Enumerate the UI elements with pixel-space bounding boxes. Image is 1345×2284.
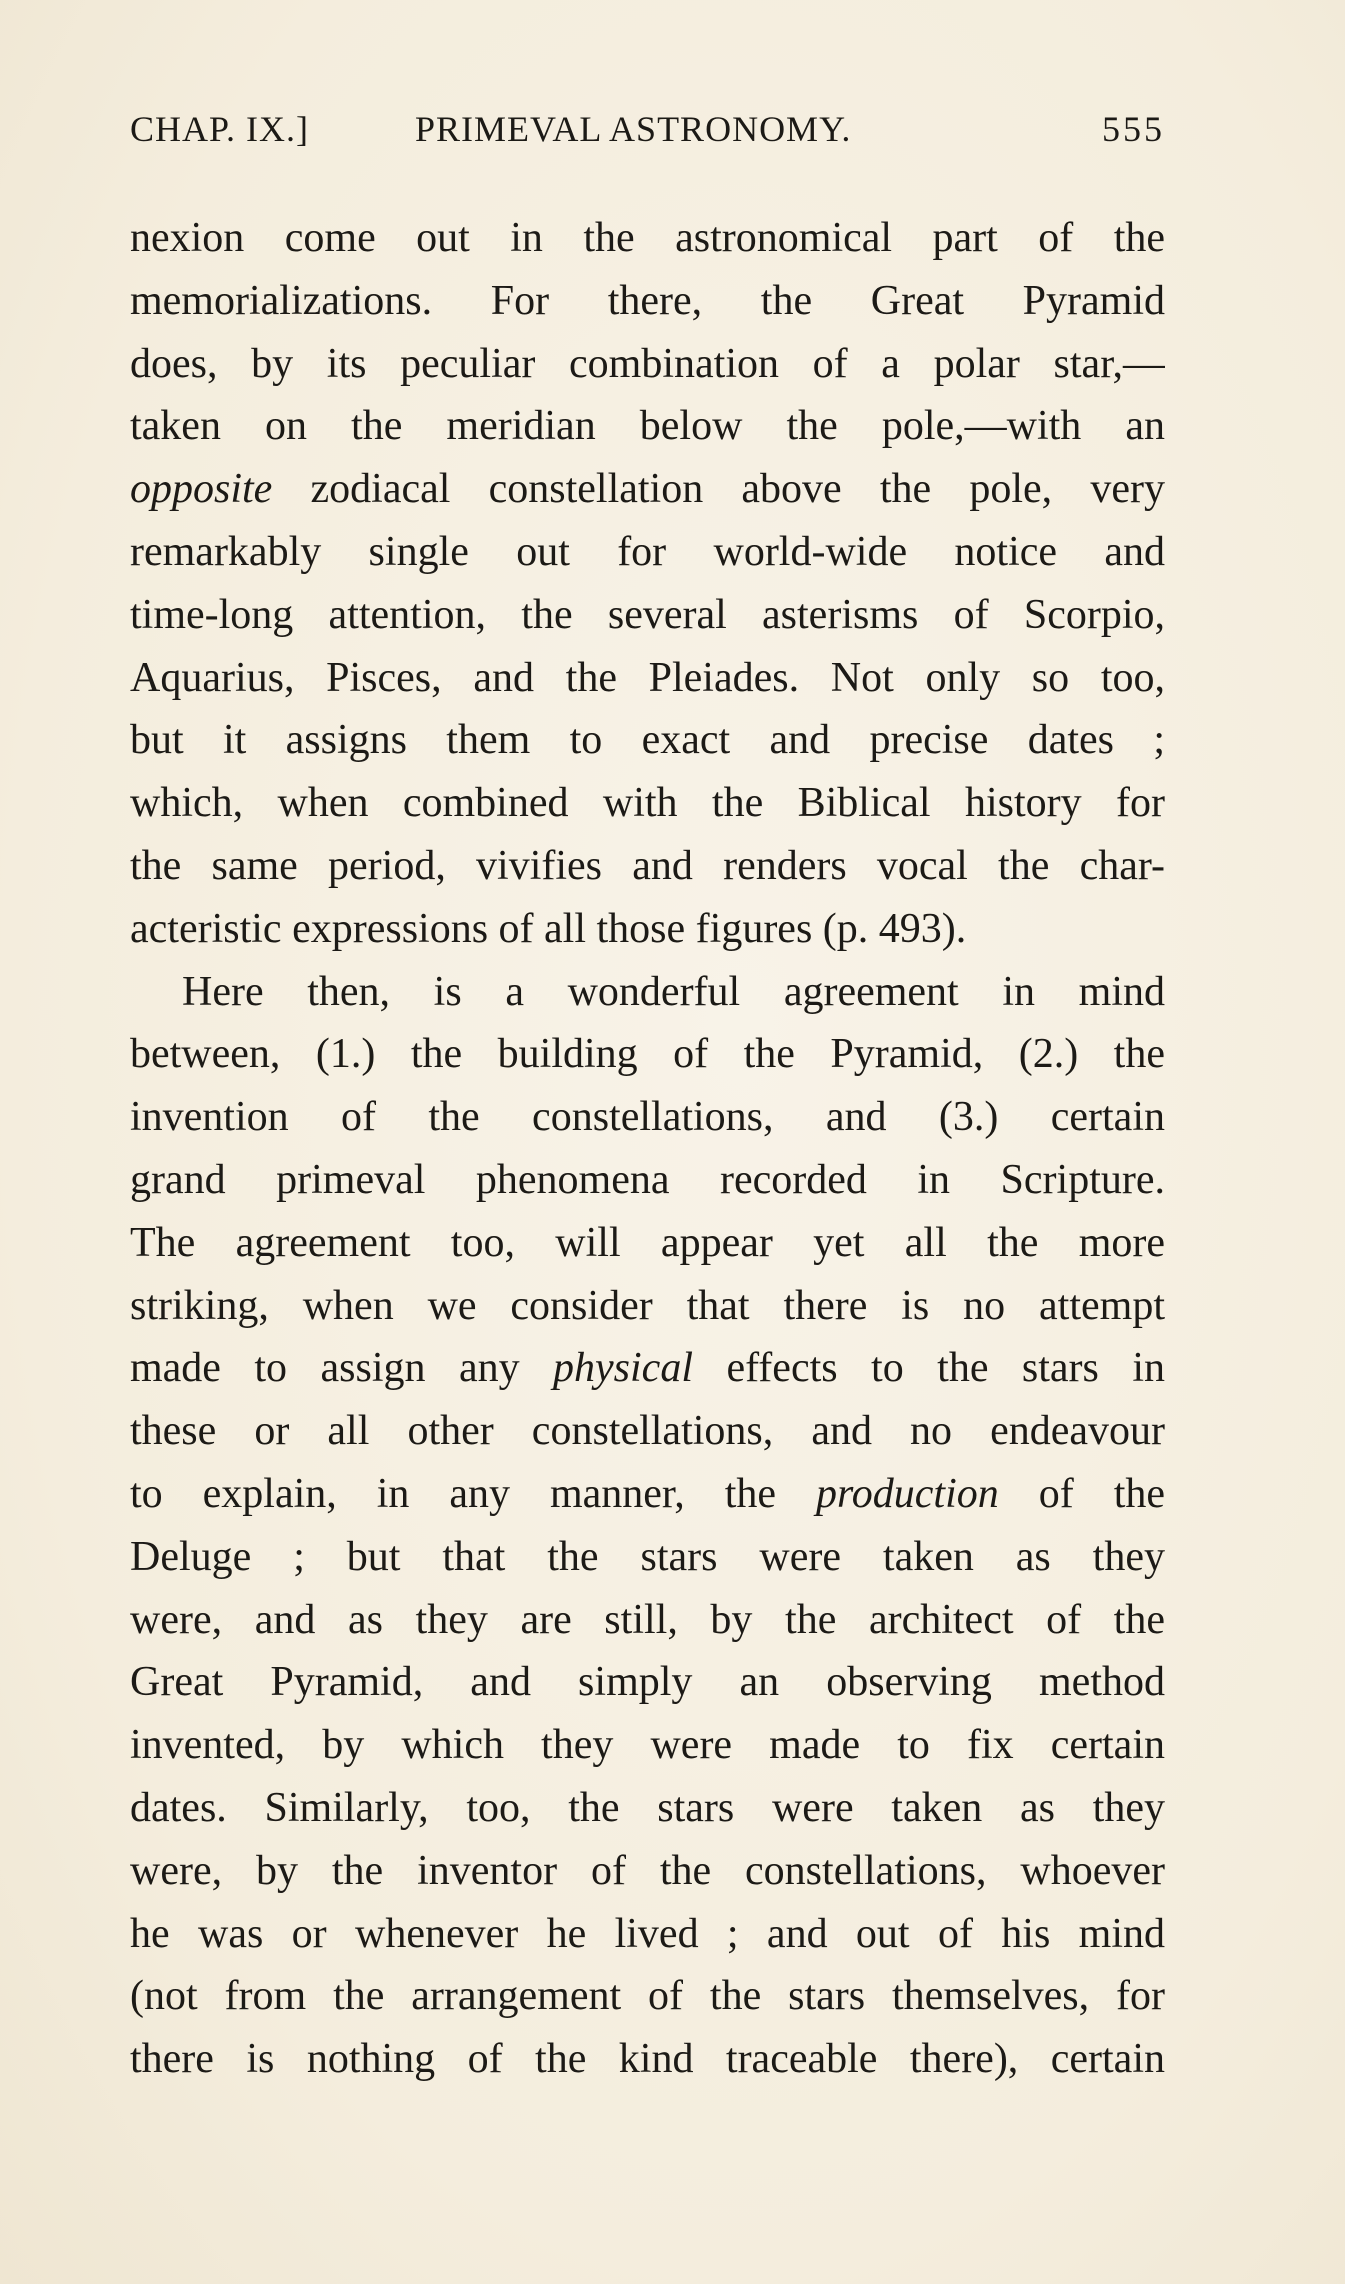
- line-text: Aquarius, Pisces, and the Pleiades. Not only so too,: [130, 654, 1165, 701]
- text-line: [130, 835, 1165, 898]
- text-line: [130, 1275, 1165, 1338]
- line-text: dates. Similarly, too, the stars were taken as they: [130, 1784, 1165, 1831]
- text-line: [130, 1965, 1165, 2028]
- page-number: 555: [1102, 109, 1165, 149]
- line-text: The agreement too, will appear yet all the more: [130, 1219, 1165, 1266]
- running-title: PRIMEVAL ASTRONOMY.: [415, 109, 852, 149]
- line-text: but it assigns them to exact and precise dates ;: [130, 717, 1165, 764]
- line-text: does, by its peculiar combination of a polar star,—: [130, 340, 1165, 387]
- line-text: were, and as they are still, by the architect of the: [130, 1596, 1165, 1643]
- line-text: which, when combined with the Biblical history for: [130, 780, 1165, 827]
- line-text: Deluge ; but that the stars were taken as they: [130, 1533, 1165, 1580]
- italic-text: production: [816, 1470, 999, 1517]
- text-line: [130, 1023, 1165, 1086]
- text-line: [130, 207, 1165, 270]
- text-line: [130, 1212, 1165, 1275]
- text-line: [130, 333, 1165, 396]
- line-text: were, by the inventor of the constellations, whoever: [130, 1847, 1165, 1894]
- italic-text: physical: [553, 1345, 693, 1392]
- line-text: between, (1.) the building of the Pyramid, (2.) the: [130, 1031, 1165, 1078]
- line-text: taken on the meridian below the pole,—with an: [130, 403, 1165, 450]
- text-line: [130, 1903, 1165, 1966]
- line-text: invented, by which they were made to fix certain: [130, 1722, 1165, 1769]
- line-text: the same period, vivifies and renders vocal the char-: [130, 842, 1165, 889]
- text-line: [130, 1651, 1165, 1714]
- line-text: Great Pyramid, and simply an observing method: [130, 1659, 1165, 1706]
- line-text: time-long attention, the several asterisms of Scorpio,: [130, 591, 1165, 638]
- text-line: [130, 1400, 1165, 1463]
- italic-text: opposite: [130, 466, 273, 513]
- text-line: [130, 1777, 1165, 1840]
- text-line: [130, 1086, 1165, 1149]
- line-text: striking, when we consider that there is no attempt: [130, 1282, 1165, 1329]
- text-line: [130, 1463, 1165, 1526]
- text-line: [130, 521, 1165, 584]
- text-line: [130, 898, 1165, 961]
- line-text: there is nothing of the kind traceable there), certain: [130, 2036, 1165, 2083]
- line-text: Here then, is a wonderful agreement in mind: [182, 968, 1165, 1015]
- line-text: nexion come out in the astronomical part of the: [130, 215, 1165, 261]
- line-text: acteristic expressions of all those figures (p. 493).: [130, 905, 967, 952]
- text-line: [130, 2028, 1165, 2091]
- text-line: [130, 709, 1165, 772]
- text-line: [130, 458, 1165, 521]
- text-line: [130, 395, 1165, 458]
- line-text: he was or whenever he lived ; and out of his mind: [130, 1910, 1165, 1957]
- text-line: [130, 1526, 1165, 1589]
- text-line: [130, 270, 1165, 333]
- text-line: [130, 1840, 1165, 1903]
- text-line: [130, 1589, 1165, 1652]
- line-text: (not from the arrangement of the stars themselves, for: [130, 1973, 1165, 2020]
- running-head: [130, 108, 1165, 164]
- text-line: [130, 1149, 1165, 1212]
- line-text: made to assign any: [130, 1345, 554, 1392]
- text-line: [130, 1337, 1165, 1400]
- text-line: [130, 1714, 1165, 1777]
- line-text: remarkably single out for world-wide notice and: [130, 528, 1165, 575]
- line-text: to explain, in any manner, the: [130, 1470, 816, 1517]
- text-line: [130, 647, 1165, 710]
- line-text: of the: [998, 1470, 1165, 1517]
- line-text: effects to the stars in: [693, 1345, 1165, 1392]
- line-text: zodiacal constellation above the pole, very: [272, 466, 1165, 513]
- text-line: [130, 584, 1165, 647]
- line-text: memorializations. For there, the Great Pyramid: [130, 277, 1165, 324]
- chapter-label: CHAP. IX.]: [130, 109, 310, 149]
- line-text: invention of the constellations, and (3.) certain: [130, 1094, 1165, 1141]
- text-line: [130, 961, 1165, 1024]
- text-line: [130, 772, 1165, 835]
- line-text: these or all other constellations, and no endeavour: [130, 1408, 1165, 1455]
- body-text: [130, 207, 1165, 2091]
- line-text: grand primeval phenomena recorded in Scripture.: [130, 1156, 1165, 1203]
